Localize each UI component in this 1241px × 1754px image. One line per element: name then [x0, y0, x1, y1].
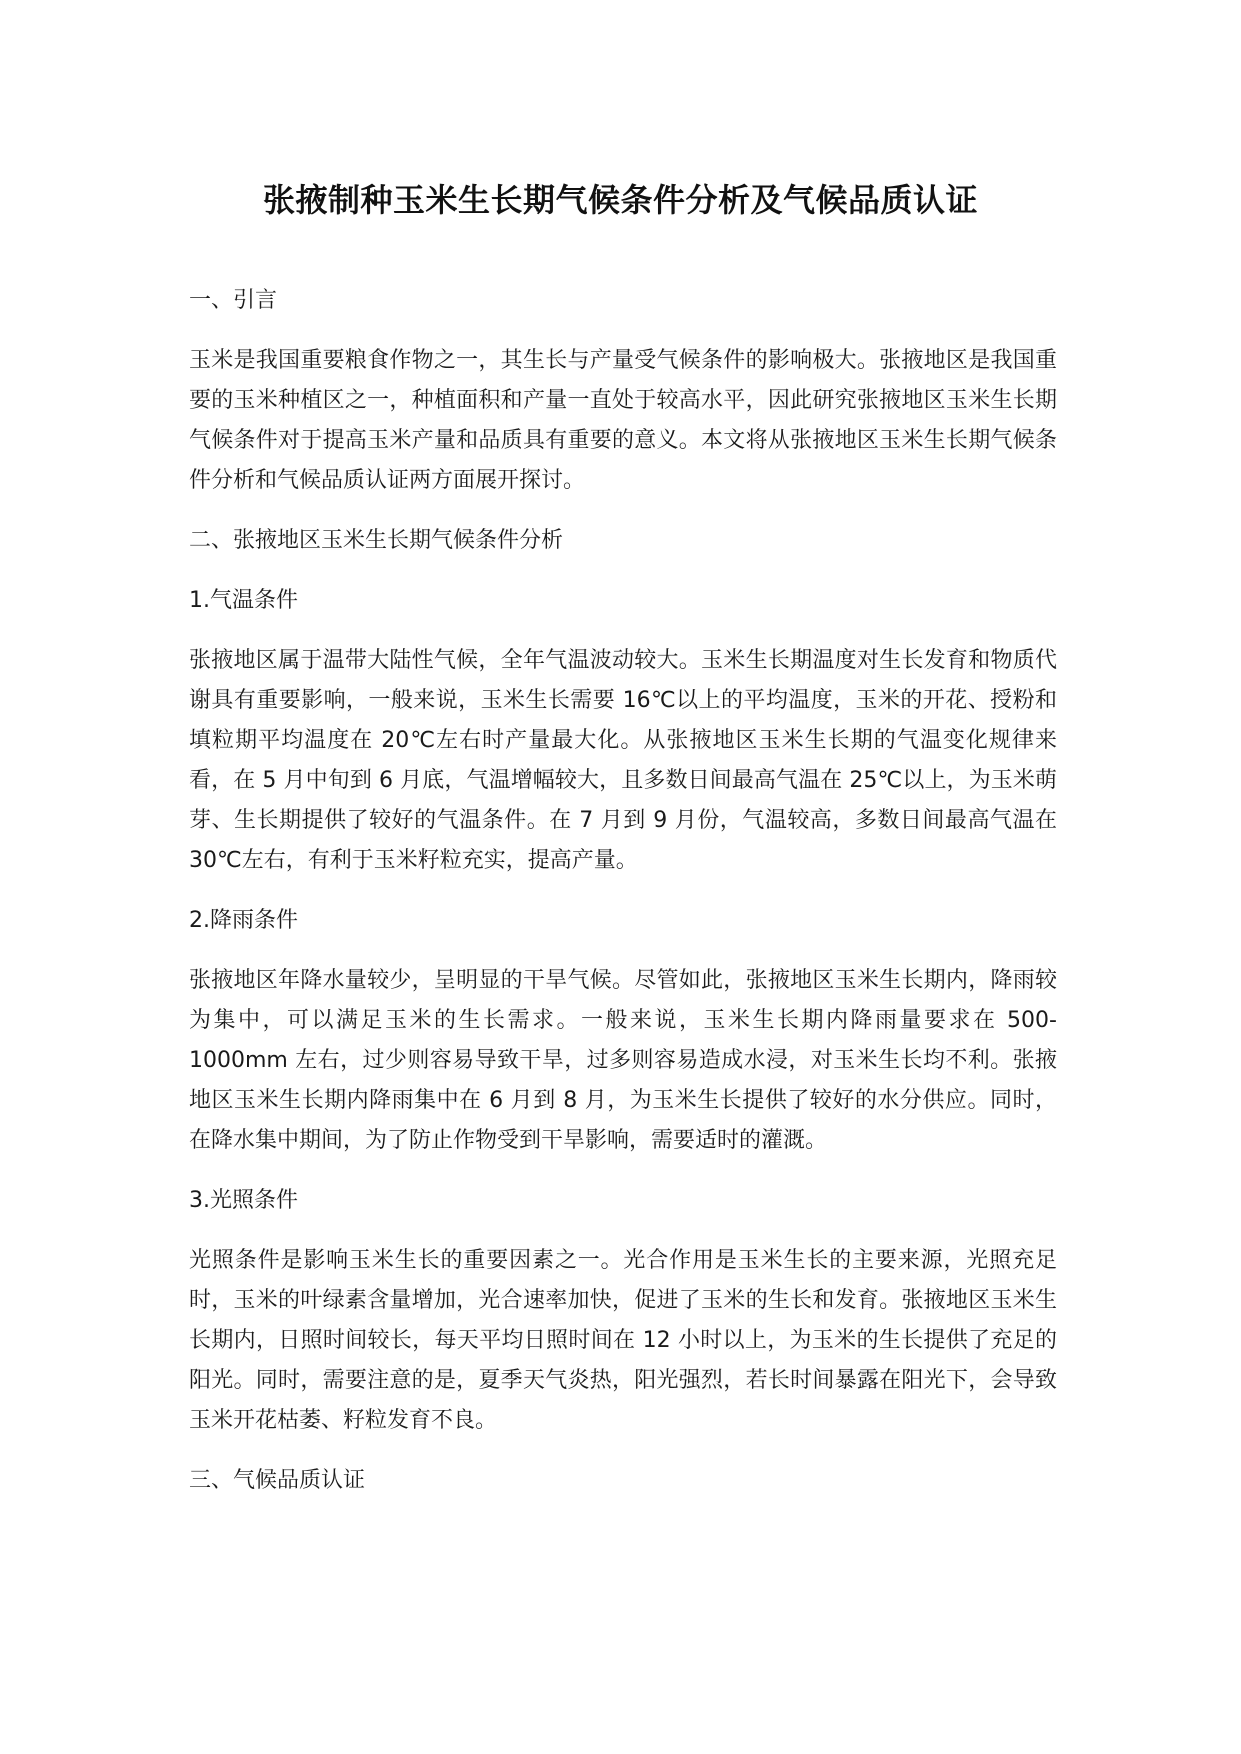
- subheading-temperature: 1.气温条件: [189, 588, 298, 613]
- paragraph-temperature: 张掖地区属于温带大陆性气候，全年气温波动较大。玉米生长期温度对生长发育和物质代谢具有重要影响，一般来说，玉米生长需要 16℃以上的平均温度，玉米的开花、授粉和填粒期平均温度在 20℃左右时产量最大化。从张掖地区玉米生长期的气温变化规律来看，在 5 月中旬到 6 月底，气温增幅较大，且多数日间最高气温在 25℃以上，为玉米萌芽、生长期提供了较好的气温条件。在 7 月到 9 月份，气温较高，多数日间最高气温在 30℃左右，有利于玉米籽粒充实，提高产量。: [189, 648, 1057, 873]
- section-heading-certification: 三、气候品质认证: [189, 1468, 366, 1493]
- section-heading-climate-analysis: 二、张掖地区玉米生长期气候条件分析: [189, 528, 564, 553]
- paragraph-sunlight: 光照条件是影响玉米生长的重要因素之一。光合作用是玉米生长的主要来源，光照充足时，玉米的叶绿素含量增加，光合速率加快，促进了玉米的生长和发育。张掖地区玉米生长期内，日照时间较长，每天平均日照时间在 12 小时以上，为玉米的生长提供了充足的阳光。同时，需要注意的是，夏季天气炎热，阳光强烈，若长时间暴露在阳光下，会导致玉米开花枯萎、籽粒发育不良。: [189, 1248, 1057, 1433]
- subheading-rainfall: 2.降雨条件: [189, 908, 298, 933]
- document-body: [189, 281, 1057, 1521]
- document-title: 张掖制种玉米生长期气候条件分析及气候品质认证: [262, 181, 978, 219]
- section-heading-introduction: 一、引言: [189, 288, 278, 313]
- paragraph-introduction: 玉米是我国重要粮食作物之一，其生长与产量受气候条件的影响极大。张掖地区是我国重要的玉米种植区之一，种植面积和产量一直处于较高水平，因此研究张掖地区玉米生长期气候条件对于提高玉米产量和品质具有重要的意义。本文将从张掖地区玉米生长期气候条件分析和气候品质认证两方面展开探讨。: [189, 348, 1057, 493]
- paragraph-rainfall: 张掖地区年降水量较少，呈明显的干旱气候。尽管如此，张掖地区玉米生长期内，降雨较为集中，可以满足玉米的生长需求。一般来说，玉米生长期内降雨量要求在 500-1000mm 左右，过少则容易导致干旱，过多则容易造成水浸，对玉米生长均不利。张掖地区玉米生长期内降雨集中在 6 月到 8 月，为玉米生长提供了较好的水分供应。同时，在降水集中期间，为了防止作物受到干旱影响，需要适时的灌溉。: [189, 968, 1057, 1153]
- subheading-sunlight: 3.光照条件: [189, 1188, 298, 1213]
